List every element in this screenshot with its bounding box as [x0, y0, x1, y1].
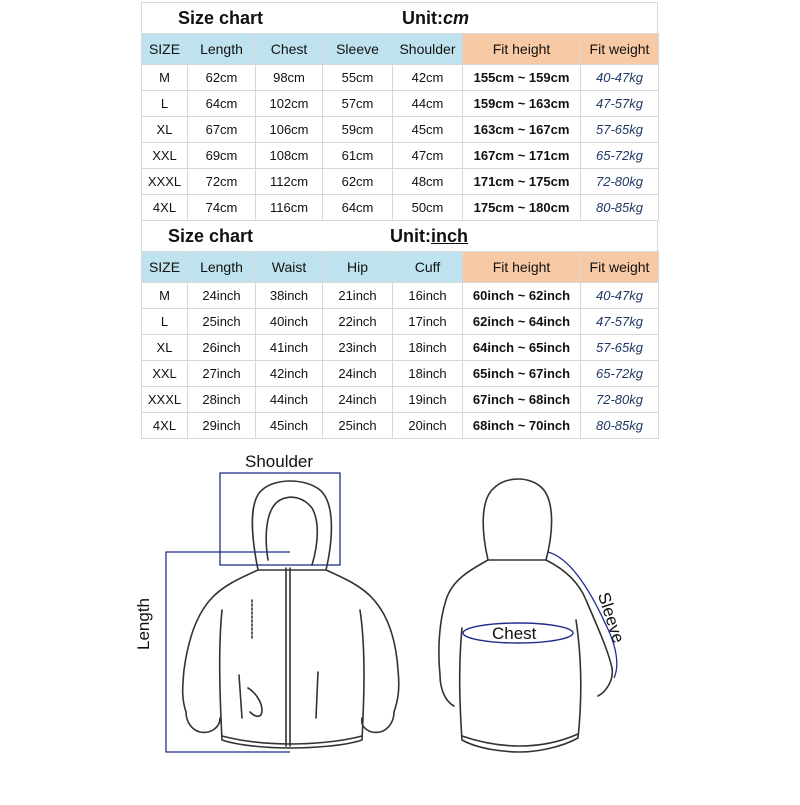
chest-cell: 116cm: [256, 195, 323, 221]
fit-weight-cell: 40-47kg: [581, 65, 659, 91]
size-cell: XXL: [142, 143, 188, 169]
inch-table: [141, 251, 659, 439]
cm-header-chest: Chest: [256, 34, 323, 65]
inch-header-length: Length: [188, 252, 256, 283]
shoulder-cell: 44cm: [393, 91, 463, 117]
fit-height-cell: 155cm ~ 159cm: [463, 65, 581, 91]
size-cell: XXXL: [142, 387, 188, 413]
fit-height-cell: 171cm ~ 175cm: [463, 169, 581, 195]
cm-header-size: SIZE: [142, 34, 188, 65]
waist-cell: 38inch: [256, 283, 323, 309]
chest-cell: 108cm: [256, 143, 323, 169]
table-row: [142, 117, 659, 143]
length-cell: 24inch: [188, 283, 256, 309]
fit-weight-cell: 65-72kg: [581, 143, 659, 169]
fit-weight-cell: 47-57kg: [581, 309, 659, 335]
inch-chart-title-row: [141, 220, 658, 251]
fit-height-cell: 62inch ~ 64inch: [463, 309, 581, 335]
hip-cell: 24inch: [323, 361, 393, 387]
fit-height-cell: 159cm ~ 163cm: [463, 91, 581, 117]
fit-height-cell: 60inch ~ 62inch: [463, 283, 581, 309]
cm-chart-unit: [402, 8, 469, 29]
fit-height-cell: 64inch ~ 65inch: [463, 335, 581, 361]
length-cell: 64cm: [188, 91, 256, 117]
cm-header-row: [142, 34, 659, 65]
fit-weight-cell: 47-57kg: [581, 91, 659, 117]
chest-cell: 98cm: [256, 65, 323, 91]
inch-header-hip: Hip: [323, 252, 393, 283]
inch-header-size: SIZE: [142, 252, 188, 283]
cm-header-shoulder: Shoulder: [393, 34, 463, 65]
fit-height-cell: 167cm ~ 171cm: [463, 143, 581, 169]
sleeve-cell: 64cm: [323, 195, 393, 221]
size-cell: L: [142, 91, 188, 117]
length-cell: 67cm: [188, 117, 256, 143]
length-cell: 62cm: [188, 65, 256, 91]
shoulder-label: Shoulder: [245, 452, 314, 471]
hip-cell: 21inch: [323, 283, 393, 309]
table-row: [142, 283, 659, 309]
length-measure-line: [166, 552, 290, 752]
fit-height-cell: 175cm ~ 180cm: [463, 195, 581, 221]
fit-weight-cell: 80-85kg: [581, 195, 659, 221]
table-row: [142, 361, 659, 387]
size-cell: XXXL: [142, 169, 188, 195]
waist-cell: 42inch: [256, 361, 323, 387]
cm-size-chart: [141, 2, 658, 221]
table-row: [142, 335, 659, 361]
length-cell: 27inch: [188, 361, 256, 387]
sleeve-cell: 57cm: [323, 91, 393, 117]
front-jacket-drawing: [183, 481, 399, 748]
cuff-cell: 19inch: [393, 387, 463, 413]
cm-header-fit-height: Fit height: [463, 34, 581, 65]
fit-height-cell: 163cm ~ 167cm: [463, 117, 581, 143]
hip-cell: 22inch: [323, 309, 393, 335]
cm-table: [141, 33, 659, 221]
inch-size-chart: [141, 220, 658, 439]
fit-weight-cell: 40-47kg: [581, 283, 659, 309]
waist-cell: 40inch: [256, 309, 323, 335]
inch-header-row: [142, 252, 659, 283]
length-cell: 28inch: [188, 387, 256, 413]
size-cell: M: [142, 283, 188, 309]
cuff-cell: 20inch: [393, 413, 463, 439]
fit-height-cell: 65inch ~ 67inch: [463, 361, 581, 387]
inch-chart-title: Size chart: [168, 226, 254, 246]
waist-cell: 41inch: [256, 335, 323, 361]
length-label: Length: [134, 598, 153, 650]
shoulder-cell: 48cm: [393, 169, 463, 195]
jacket-illustration: [0, 440, 800, 800]
fit-weight-cell: 57-65kg: [581, 335, 659, 361]
size-cell: L: [142, 309, 188, 335]
length-cell: 25inch: [188, 309, 256, 335]
inch-header-cuff: Cuff: [393, 252, 463, 283]
table-row: [142, 195, 659, 221]
shoulder-measure-box: [220, 473, 340, 565]
inch-chart-unit: [390, 226, 468, 247]
length-cell: 26inch: [188, 335, 256, 361]
back-jacket-drawing: [439, 479, 612, 752]
chest-label: Chest: [492, 624, 537, 643]
sleeve-cell: 61cm: [323, 143, 393, 169]
table-row: [142, 413, 659, 439]
shoulder-cell: 47cm: [393, 143, 463, 169]
fit-weight-cell: 80-85kg: [581, 413, 659, 439]
cm-header-length: Length: [188, 34, 256, 65]
hip-cell: 25inch: [323, 413, 393, 439]
size-cell: M: [142, 65, 188, 91]
measure-lines: [166, 473, 617, 752]
cm-chart-title-row: [141, 2, 658, 33]
measurement-diagram: [0, 440, 800, 800]
chest-cell: 102cm: [256, 91, 323, 117]
table-row: [142, 309, 659, 335]
waist-cell: 44inch: [256, 387, 323, 413]
fit-height-cell: 67inch ~ 68inch: [463, 387, 581, 413]
shoulder-cell: 42cm: [393, 65, 463, 91]
sleeve-cell: 59cm: [323, 117, 393, 143]
length-cell: 69cm: [188, 143, 256, 169]
sleeve-cell: 62cm: [323, 169, 393, 195]
inch-unit-label: Unit:: [390, 226, 431, 246]
cm-unit-label: Unit:: [402, 8, 443, 28]
length-cell: 74cm: [188, 195, 256, 221]
length-cell: 72cm: [188, 169, 256, 195]
table-row: [142, 65, 659, 91]
fit-weight-cell: 72-80kg: [581, 169, 659, 195]
inch-header-waist: Waist: [256, 252, 323, 283]
fit-weight-cell: 57-65kg: [581, 117, 659, 143]
shoulder-cell: 45cm: [393, 117, 463, 143]
sleeve-cell: 55cm: [323, 65, 393, 91]
inch-header-fit-height: Fit height: [463, 252, 581, 283]
fit-weight-cell: 72-80kg: [581, 387, 659, 413]
size-cell: 4XL: [142, 413, 188, 439]
cuff-cell: 18inch: [393, 361, 463, 387]
chest-cell: 106cm: [256, 117, 323, 143]
cuff-cell: 18inch: [393, 335, 463, 361]
sleeve-label: Sleeve: [593, 590, 629, 646]
table-row: [142, 91, 659, 117]
hip-cell: 24inch: [323, 387, 393, 413]
fit-height-cell: 68inch ~ 70inch: [463, 413, 581, 439]
inch-unit-value: inch: [430, 226, 468, 246]
cuff-cell: 16inch: [393, 283, 463, 309]
cm-chart-title: Size chart: [178, 8, 264, 28]
cm-unit-value: cm: [442, 8, 469, 28]
size-cell: XL: [142, 335, 188, 361]
inch-header-fit-weight: Fit weight: [581, 252, 659, 283]
size-cell: XXL: [142, 361, 188, 387]
size-cell: XL: [142, 117, 188, 143]
size-cell: 4XL: [142, 195, 188, 221]
hip-cell: 23inch: [323, 335, 393, 361]
table-row: [142, 143, 659, 169]
cm-header-fit-weight: Fit weight: [581, 34, 659, 65]
cm-header-sleeve: Sleeve: [323, 34, 393, 65]
length-cell: 29inch: [188, 413, 256, 439]
waist-cell: 45inch: [256, 413, 323, 439]
cuff-cell: 17inch: [393, 309, 463, 335]
chest-cell: 112cm: [256, 169, 323, 195]
table-row: [142, 387, 659, 413]
fit-weight-cell: 65-72kg: [581, 361, 659, 387]
table-row: [142, 169, 659, 195]
shoulder-cell: 50cm: [393, 195, 463, 221]
